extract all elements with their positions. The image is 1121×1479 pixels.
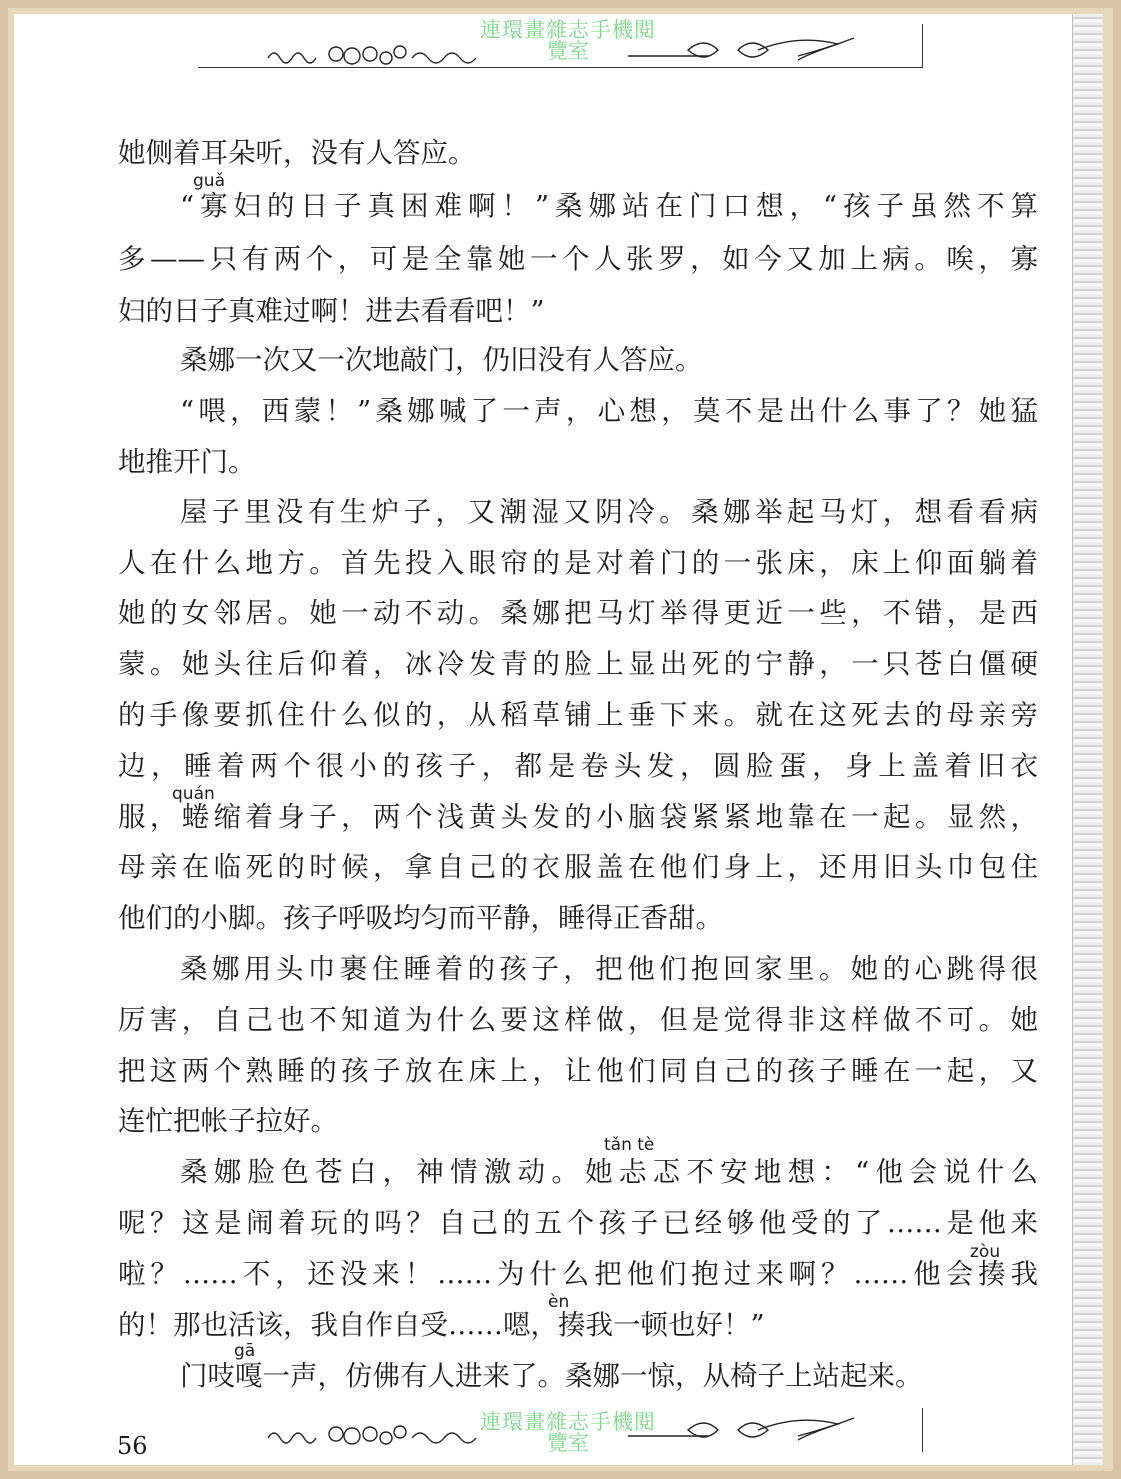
text-line: 人在什么地方。首先投入眼帘的是对着门的一张床，床上仰面躺着 xyxy=(118,547,1038,579)
header-tick xyxy=(922,24,923,68)
text-line: 门吱嘎一声，仿佛有人进来了。桑娜一惊，从椅子上站起来。 xyxy=(180,1360,923,1392)
text-line: 桑娜一次又一次地敲门，仍旧没有人答应。 xyxy=(180,344,703,376)
text-line: “喂，西蒙！”桑娜喊了一声，心想，莫不是出什么事了？她猛 xyxy=(180,395,1038,427)
pinyin-ga: gā xyxy=(234,1341,256,1361)
text-line: 多——只有两个，可是全靠她一个人张罗，如今又加上病。唉，寡 xyxy=(118,243,1038,275)
header-rule xyxy=(198,67,923,68)
watermark-subtitle: 覽室 xyxy=(547,1431,589,1455)
text-line: 的！那也活该，我自作自受……嗯，揍我一顿也好！” xyxy=(118,1309,765,1341)
text-line: 她的女邻居。她一动不动。桑娜把马灯举得更近一些，不错，是西 xyxy=(118,597,1038,629)
text-line: 地推开门。 xyxy=(118,446,256,478)
text-line: 蒙。她头往后仰着，冰冷发青的脸上显出死的宁静，一只苍白僵硬 xyxy=(118,648,1038,680)
page-edge xyxy=(1072,14,1103,1465)
watermark-title: 連環畫雜志手機閱 xyxy=(480,18,656,42)
text-line: 他们的小脚。孩子呼吸均匀而平静，睡得正香甜。 xyxy=(118,902,723,934)
header-banner xyxy=(198,12,923,68)
text-line: 把这两个熟睡的孩子放在床上，让他们同自己的孩子睡在一起，又 xyxy=(118,1055,1038,1087)
footer-tick xyxy=(922,1408,923,1452)
text-line: 连忙把帐子拉好。 xyxy=(118,1105,338,1137)
text-line: 妇的日子真难过啊！进去看看吧！” xyxy=(118,295,545,327)
text-line: 厉害，自己也不知道为什么要这样做，但是觉得非这样做不可。她 xyxy=(118,1004,1038,1036)
pinyin-quan: quán xyxy=(172,784,215,804)
pinyin-gua: guǎ xyxy=(193,171,225,191)
page-number: 56 xyxy=(117,1432,148,1460)
pinyin-tante: tǎn tè xyxy=(604,1135,655,1155)
text-line: “寡妇的日子真困难啊！”桑娜站在门口想，“孩子虽然不算 xyxy=(180,190,1038,222)
book-page xyxy=(14,14,1076,1465)
text-line: 边，睡着两个很小的孩子，都是卷头发，圆脸蛋，身上盖着旧衣 xyxy=(118,750,1038,782)
text-line: 啦？……不，还没来！……为什么把他们抱过来啊？……他会揍我 xyxy=(118,1258,1038,1290)
pinyin-en: èn xyxy=(548,1292,570,1312)
text-line: 她侧着耳朵听，没有人答应。 xyxy=(118,137,476,169)
text-line: 的手像要抓住什么似的，从稻草铺上垂下来。就在这死去的母亲旁 xyxy=(118,699,1038,731)
pinyin-zou: zòu xyxy=(970,1242,1001,1262)
watermark-subtitle: 覽室 xyxy=(547,39,589,63)
text-line: 桑娜用头巾裹住睡着的孩子，把他们抱回家里。她的心跳得很 xyxy=(180,953,1038,985)
text-line: 呢？这是闹着玩的吗？自己的五个孩子已经够他受的了……是他来 xyxy=(118,1207,1038,1239)
footer-banner xyxy=(198,1404,923,1460)
text-line: 母亲在临死的时候，拿自己的衣服盖在他们身上，还用旧头巾包住 xyxy=(118,851,1038,883)
text-line: 屋子里没有生炉子，又潮湿又阴冷。桑娜举起马灯，想看看病 xyxy=(180,496,1038,528)
watermark-title: 連環畫雜志手機閱 xyxy=(480,1410,656,1434)
text-line: 服，蜷缩着身子，两个浅黄头发的小脑袋紧紧地靠在一起。显然， xyxy=(118,801,1038,833)
text-line: 桑娜脸色苍白，神情激动。她忐忑不安地想：“他会说什么 xyxy=(180,1156,1038,1188)
